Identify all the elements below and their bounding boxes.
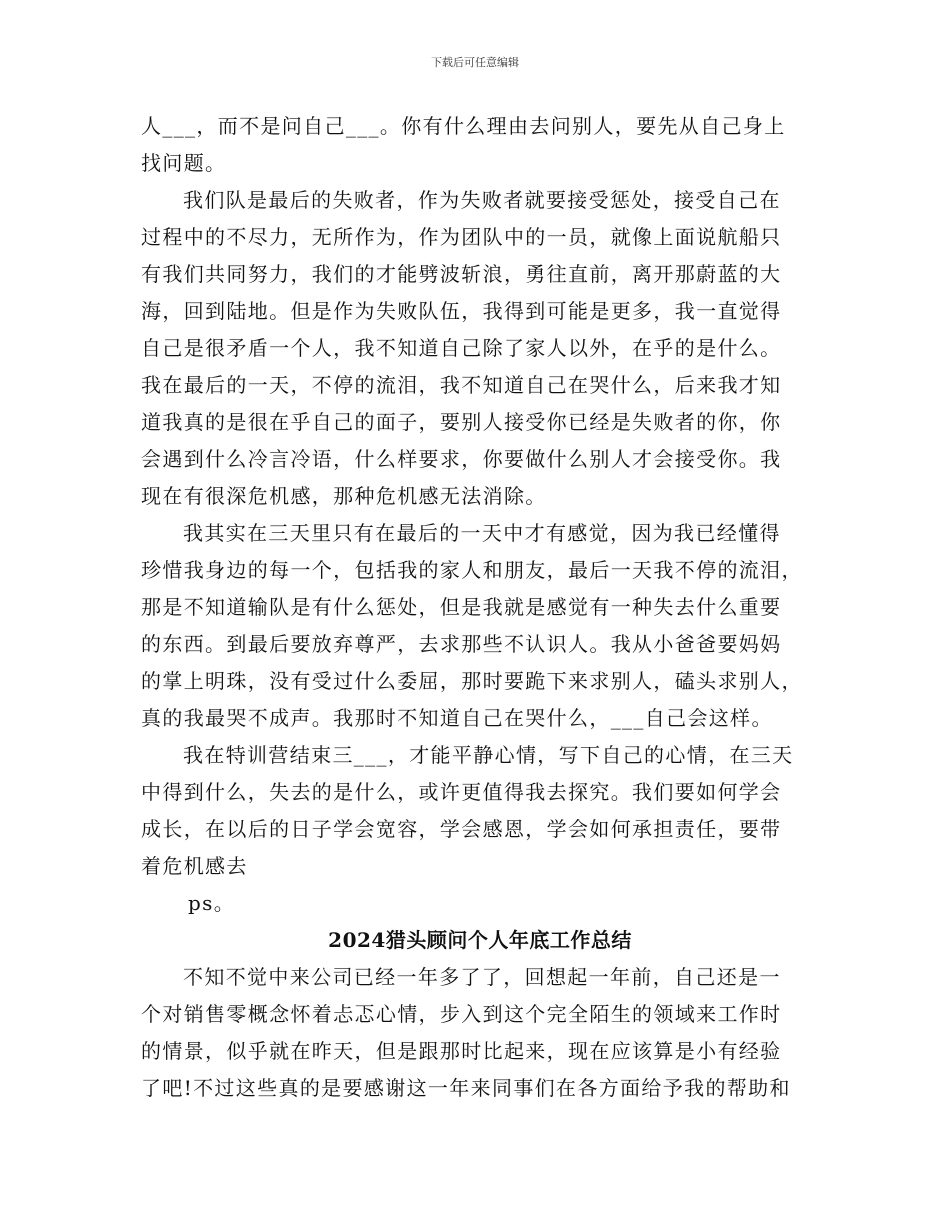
paragraph-line: 不知不觉中来公司已经一年多了了，回想起一年前，自己还是一 (183, 965, 781, 989)
paragraph-line: 成长，在以后的日子学会宽容，学会感恩，学会如何承担责任，要带 (141, 817, 782, 841)
paragraph-line: 海，回到陆地。但是作为失败队伍，我得到可能是更多，我一直觉得 (141, 299, 782, 323)
paragraph-line: 个对销售零概念怀着忐忑心情，步入到这个完全陌生的领域来工作时 (141, 1002, 782, 1026)
paragraph-line: 人___，而不是问自己___。你有什么理由去问别人，要先从自己身上 (141, 114, 786, 138)
paragraph-line: 会遇到什么冷言冷语，什么样要求，你要做什么别人才会接受你。我 (141, 447, 782, 471)
paragraph-line: 我其实在三天里只有在最后的一天中才有感觉，因为我已经懂得 (183, 521, 781, 545)
paragraph-line: 有我们共同努力，我们的才能劈波斩浪，勇往直前，离开那蔚蓝的大 (141, 262, 782, 286)
paragraph-line: 自己是很矛盾一个人，我不知道自己除了家人以外，在乎的是什么。 (141, 336, 782, 360)
paragraph-line: 我在最后的一天，不停的流泪，我不知道自己在哭什么，后来我才知 (141, 373, 782, 397)
paragraph-line: 道我真的是很在乎自己的面子，要别人接受你已经是失败者的你，你 (141, 410, 782, 434)
paragraph-line: 的东西。到最后要放弃尊严，去求那些不认识人。我从小爸爸要妈妈 (141, 632, 782, 656)
paragraph-line: 真的我最哭不成声。我那时不知道自己在哭什么，___自己会这样。 (141, 706, 773, 730)
paragraph-line: 的掌上明珠，没有受过什么委屈，那时要跪下来求别人，磕头求别人， (141, 669, 803, 693)
paragraph-line: 珍惜我身边的每一个，包括我的家人和朋友，最后一天我不停的流泪， (141, 558, 803, 582)
paragraph-line: 我们队是最后的失败者，作为失败者就要接受惩处，接受自己在 (183, 188, 781, 212)
paragraph-line: 我在特训营结束三___，才能平静心情，写下自己的心情，在三天 (183, 743, 794, 767)
section-title: 2024猎头顾问个人年底工作总结 (328, 928, 632, 952)
paragraph-line: 中得到什么，失去的是什么，或许更值得我去探究。我们要如何学会 (141, 780, 782, 804)
paragraph-line: 了吧!不过这些真的是要感谢这一年来同事们在各方面给予我的帮助和 (141, 1076, 791, 1100)
paragraph-line: 现在有很深危机感，那种危机感无法消除。 (141, 484, 547, 508)
paragraph-line: 过程中的不尽力，无所作为，作为团队中的一员，就像上面说航船只 (141, 225, 782, 249)
paragraph-line: 那是不知道输队是有什么惩处，但是我就是感觉有一种失去什么重要 (141, 595, 782, 619)
paragraph-line: ps。 (188, 891, 236, 915)
page-header: 下载后可任意编辑 (431, 56, 519, 69)
paragraph-line: 着危机感去 (141, 854, 248, 878)
document-body (141, 108, 821, 1107)
paragraph-line: 找问题。 (141, 151, 227, 175)
paragraph-line: 的情景，似乎就在昨天，但是跟那时比起来，现在应该算是小有经验 (141, 1039, 782, 1063)
